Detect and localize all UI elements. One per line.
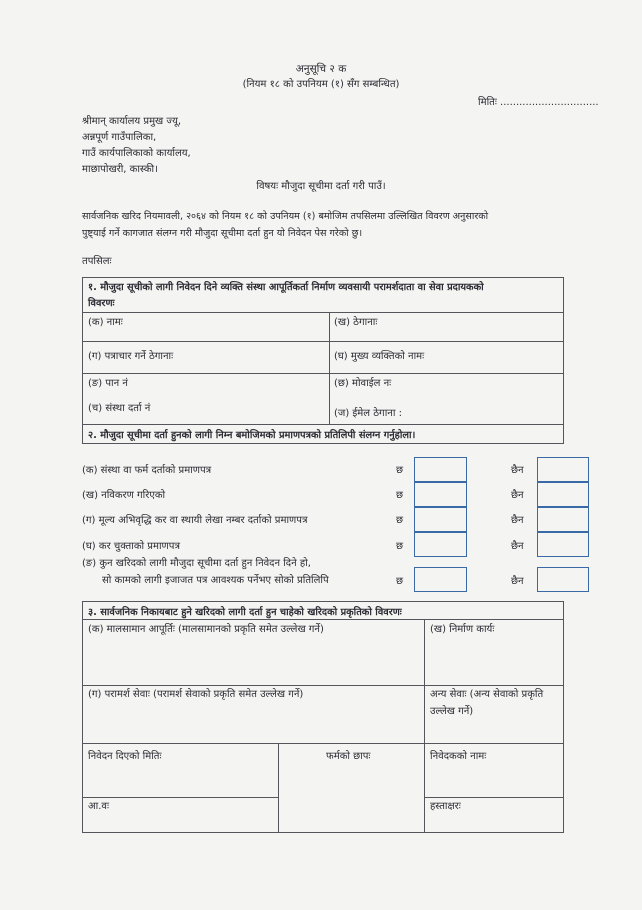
no-checkbox-vat-pan[interactable]: [537, 507, 589, 532]
addressee-line-1: श्रीमान् कार्यालय प्रमुख ज्यू,: [82, 116, 182, 127]
other-service-label-line-1: अन्य सेवाः (अन्य सेवाको प्रकृति: [430, 689, 544, 700]
body-line-2: पुष्ट्याई गर्ने कागजात संलग्न गरी मौजुदा सूचीमा दर्ता हुन यो निवेदन पेस गरेको छु।: [82, 228, 363, 239]
tapsil-label: तपसिलः: [82, 256, 112, 267]
section1-heading-line-1: १. मौजुदा सूचीको लागी निवेदन दिने व्यक्ति संस्था आपूर्तिकर्ता निर्माण व्यवसायी परामर्शदाता वा सेवा प्रदायकको: [88, 282, 484, 293]
yes-checkbox-tax-clearance[interactable]: [414, 532, 467, 557]
consulting-service-label: (ग) परामर्श सेवाः (परामर्श सेवाको प्रकृति समेत उल्लेख गर्ने): [88, 689, 304, 700]
yes-label: छ: [396, 515, 404, 526]
section3-heading: ३. सार्वजनिक निकायबाट हुने खरिदको लागी दर्ता हुन चाहेको खरिदको प्रकृतिको विवरणः: [88, 607, 402, 618]
doc-item-vat-pan: (ग) मूल्य अभिवृद्धि कर वा स्थायी लेखा नम्बर दर्ताको प्रमाणपत्र: [82, 515, 308, 526]
addressee-line-2: अन्नपूर्ण गाउँपालिका,: [82, 132, 157, 143]
field-mobile-label: (छ) मोवाईल नः: [334, 378, 392, 389]
yes-label: छ: [396, 465, 404, 476]
no-checkbox-registration[interactable]: [537, 457, 589, 482]
addressee-line-4: माछापोखरी, कास्की।: [82, 164, 158, 175]
field-registration-label: (च) संस्था दर्ता नं: [88, 403, 151, 414]
yes-checkbox-registration[interactable]: [414, 457, 467, 482]
yes-label: छ: [396, 490, 404, 501]
doc-item-license-line-2: सो कामको लागी इजाजत पत्र आवश्यक पर्नेभए सोको प्रतिलिपि: [102, 575, 329, 586]
fiscal-year-label: आ.वः: [88, 801, 109, 812]
yes-checkbox-renewal[interactable]: [414, 482, 467, 507]
goods-supply-label: (क) मालसामान आपूर्तिः (मालसामानको प्रकृति समेत उल्लेख गर्ने): [88, 624, 324, 635]
doc-item-tax-clearance: (घ) कर चुक्ताको प्रमाणपत्र: [82, 541, 180, 552]
no-checkbox-license[interactable]: [537, 567, 589, 592]
body-line-1: सार्वजनिक खरिद नियमावली, २०६४ को नियम १८ को उपनियम (१) बमोजिम तपसिलमा उल्लिखित विवरण अनुसारको: [82, 211, 489, 222]
no-label: छैन: [511, 576, 524, 587]
field-email-label: (ज) ईमेल ठेगाना :: [334, 408, 402, 419]
doc-item-license-line-1: (ङ) कुन खरिदको लागी मौजुदा सूचीमा दर्ता हुन निवेदन दिने हो,: [82, 558, 311, 569]
field-address-label: (ख) ठेगानाः: [334, 317, 378, 328]
doc-item-renewal: (ख) नविकरण गरिएको: [82, 490, 166, 501]
field-contact-person-label: (घ) मुख्य व्यक्तिको नामः: [334, 351, 425, 362]
no-label: छैन: [511, 541, 524, 552]
subject-line: विषयः मौजुदा सूचीमा दर्ता गरी पाउँ।: [256, 181, 386, 192]
no-label: छैन: [511, 465, 524, 476]
no-label: छैन: [511, 490, 524, 501]
application-date-label: निवेदन दिएको मितिः: [88, 751, 162, 762]
yes-label: छ: [396, 541, 404, 552]
section2-heading: २. मौजुदा सूचीमा दर्ता हुनको लागी निम्न बमोजिमको प्रमाणपत्रको प्रतिलिपी संलग्न गर्नुहोला।: [88, 430, 416, 441]
section1-heading-line-2: विवरणः: [88, 298, 115, 309]
other-service-label-line-2: उल्लेख गर्ने): [430, 706, 474, 717]
no-label: छैन: [511, 515, 524, 526]
form-rule-subtitle: (नियम १८ को उपनियम (१) सँग सम्बन्धित): [242, 79, 400, 90]
firm-stamp-label: फर्मको छापः: [326, 751, 371, 762]
yes-label: छ: [396, 576, 404, 587]
signature-label: हस्ताक्षरः: [430, 801, 461, 812]
field-name-label: (क) नामः: [88, 317, 123, 328]
applicant-name-label: निवेदकको नामः: [430, 751, 487, 762]
doc-item-registration: (क) संस्था वा फर्म दर्ताको प्रमाणपत्र: [82, 465, 212, 476]
construction-work-label: (ख) निर्माण कार्यः: [430, 624, 495, 635]
date-label: मितिः ...............................: [478, 97, 599, 108]
yes-checkbox-license[interactable]: [414, 567, 467, 592]
no-checkbox-renewal[interactable]: [537, 482, 589, 507]
field-pan-label: (ङ) पान नं: [88, 378, 128, 389]
yes-checkbox-vat-pan[interactable]: [414, 507, 467, 532]
addressee-line-3: गाउँ कार्यपालिकाको कार्यालय,: [82, 148, 191, 159]
field-correspondence-label: (ग) पत्राचार गर्ने ठेगानाः: [88, 351, 174, 362]
form-schedule-title: अनुसूचि २ क: [295, 63, 347, 75]
no-checkbox-tax-clearance[interactable]: [537, 532, 589, 557]
